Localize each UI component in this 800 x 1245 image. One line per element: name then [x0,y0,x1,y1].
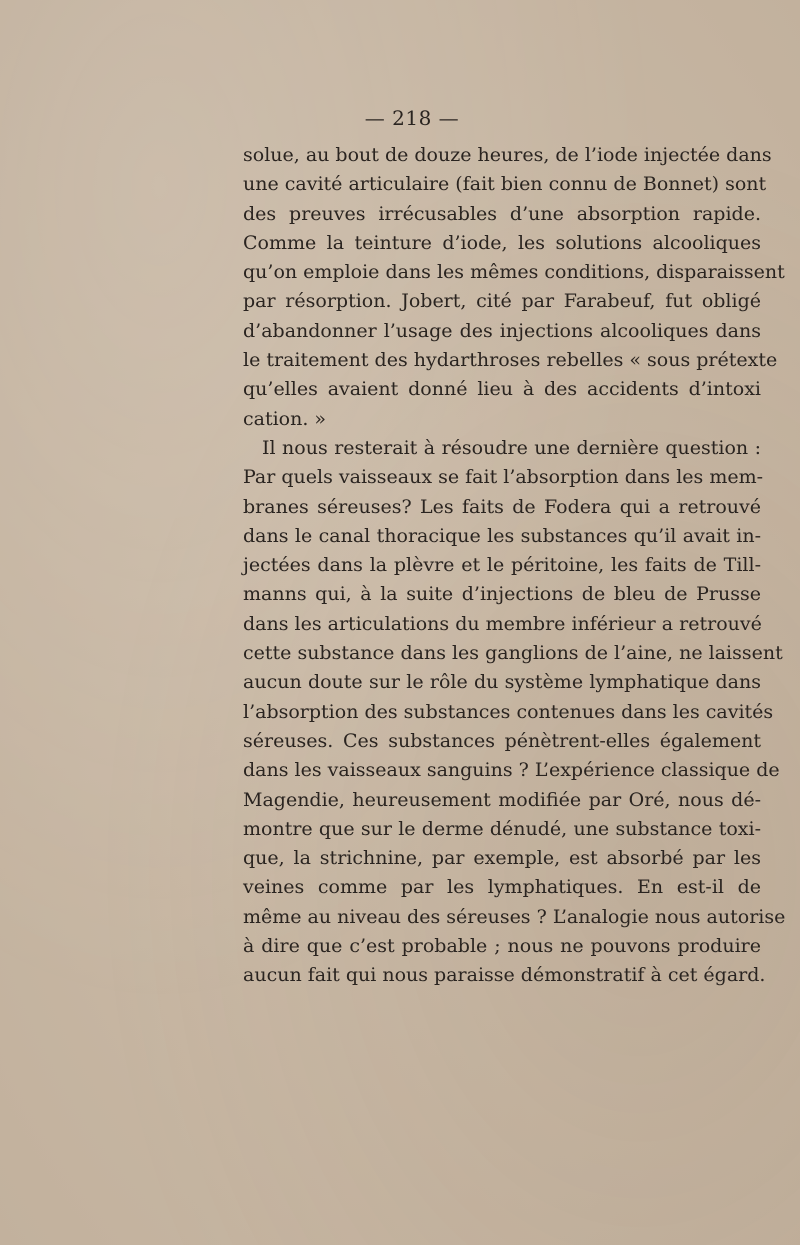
text-line: dans les vaisseaux sanguins ? L’expérience classique de [243,759,780,782]
text-line: séreuses. Ces substances pénètrent-elles également [243,729,761,752]
text-line: cette substance dans les ganglions de l’aine, ne laissent [243,642,783,665]
text-line: à dire que c’est probable ; nous ne pouvons produire [243,935,761,958]
text-line: des preuves irrécusables d’une absorption rapide. [243,202,761,225]
page-number: — 218 — [364,106,460,130]
text-line: une cavité articulaire (fait bien connu de Bonnet) sont [243,173,767,196]
text-line: aucun fait qui nous paraisse démonstratif à cet égard. [243,964,766,987]
text-line: solue, au bout de douze heures, de l’iode injectée dans [243,144,772,166]
text-line: qu’elles avaient donné lieu à des accidents d’intoxi [243,378,761,401]
text-line: Comme la teinture d’iode, les solutions alcooliques [243,231,761,254]
text-line: dans les articulations du membre inférieur a retrouvé [243,612,762,635]
body-text [243,141,786,991]
text-line: cation. » [243,407,327,430]
text-line: l’absorption des substances contenues dans les cavités [243,700,774,723]
text-line: jectées dans la plèvre et le péritoine, les faits de Till- [243,554,761,577]
text-line: le traitement des hydarthroses rebelles « sous prétexte [243,349,778,372]
text-line: Magendie, heureusement modifiée par Oré, nous dé- [243,788,761,811]
text-line: montre que sur le derme dénudé, une substance toxi- [243,817,761,840]
text-line: Il nous resterait à résoudre une dernière question : [262,436,761,459]
text-line: qu’on emploie dans les mêmes conditions, disparaissent [243,261,785,284]
text-line: aucun doute sur le rôle du système lymphatique dans [243,671,761,694]
text-line: par résorption. Jobert, cité par Farabeuf, fut obligé [243,290,761,313]
text-line: que, la strichnine, par exemple, est absorbé par les [243,847,761,870]
text-line: même au niveau des séreuses ? L’analogie nous autorise [243,905,786,928]
text-line: dans le canal thoracique les substances qu’il avait in- [243,524,761,547]
text-line: veines comme par les lymphatiques. En est-il de [243,876,761,899]
text-line: branes séreuses? Les faits de Fodera qui a retrouvé [243,495,761,518]
text-line: d’abandonner l’usage des injections alcooliques dans [243,319,761,342]
text-line: Par quels vaisseaux se fait l’absorption dans les mem- [243,466,764,489]
text-line: manns qui, à la suite d’injections de bleu de Prusse [243,583,761,606]
